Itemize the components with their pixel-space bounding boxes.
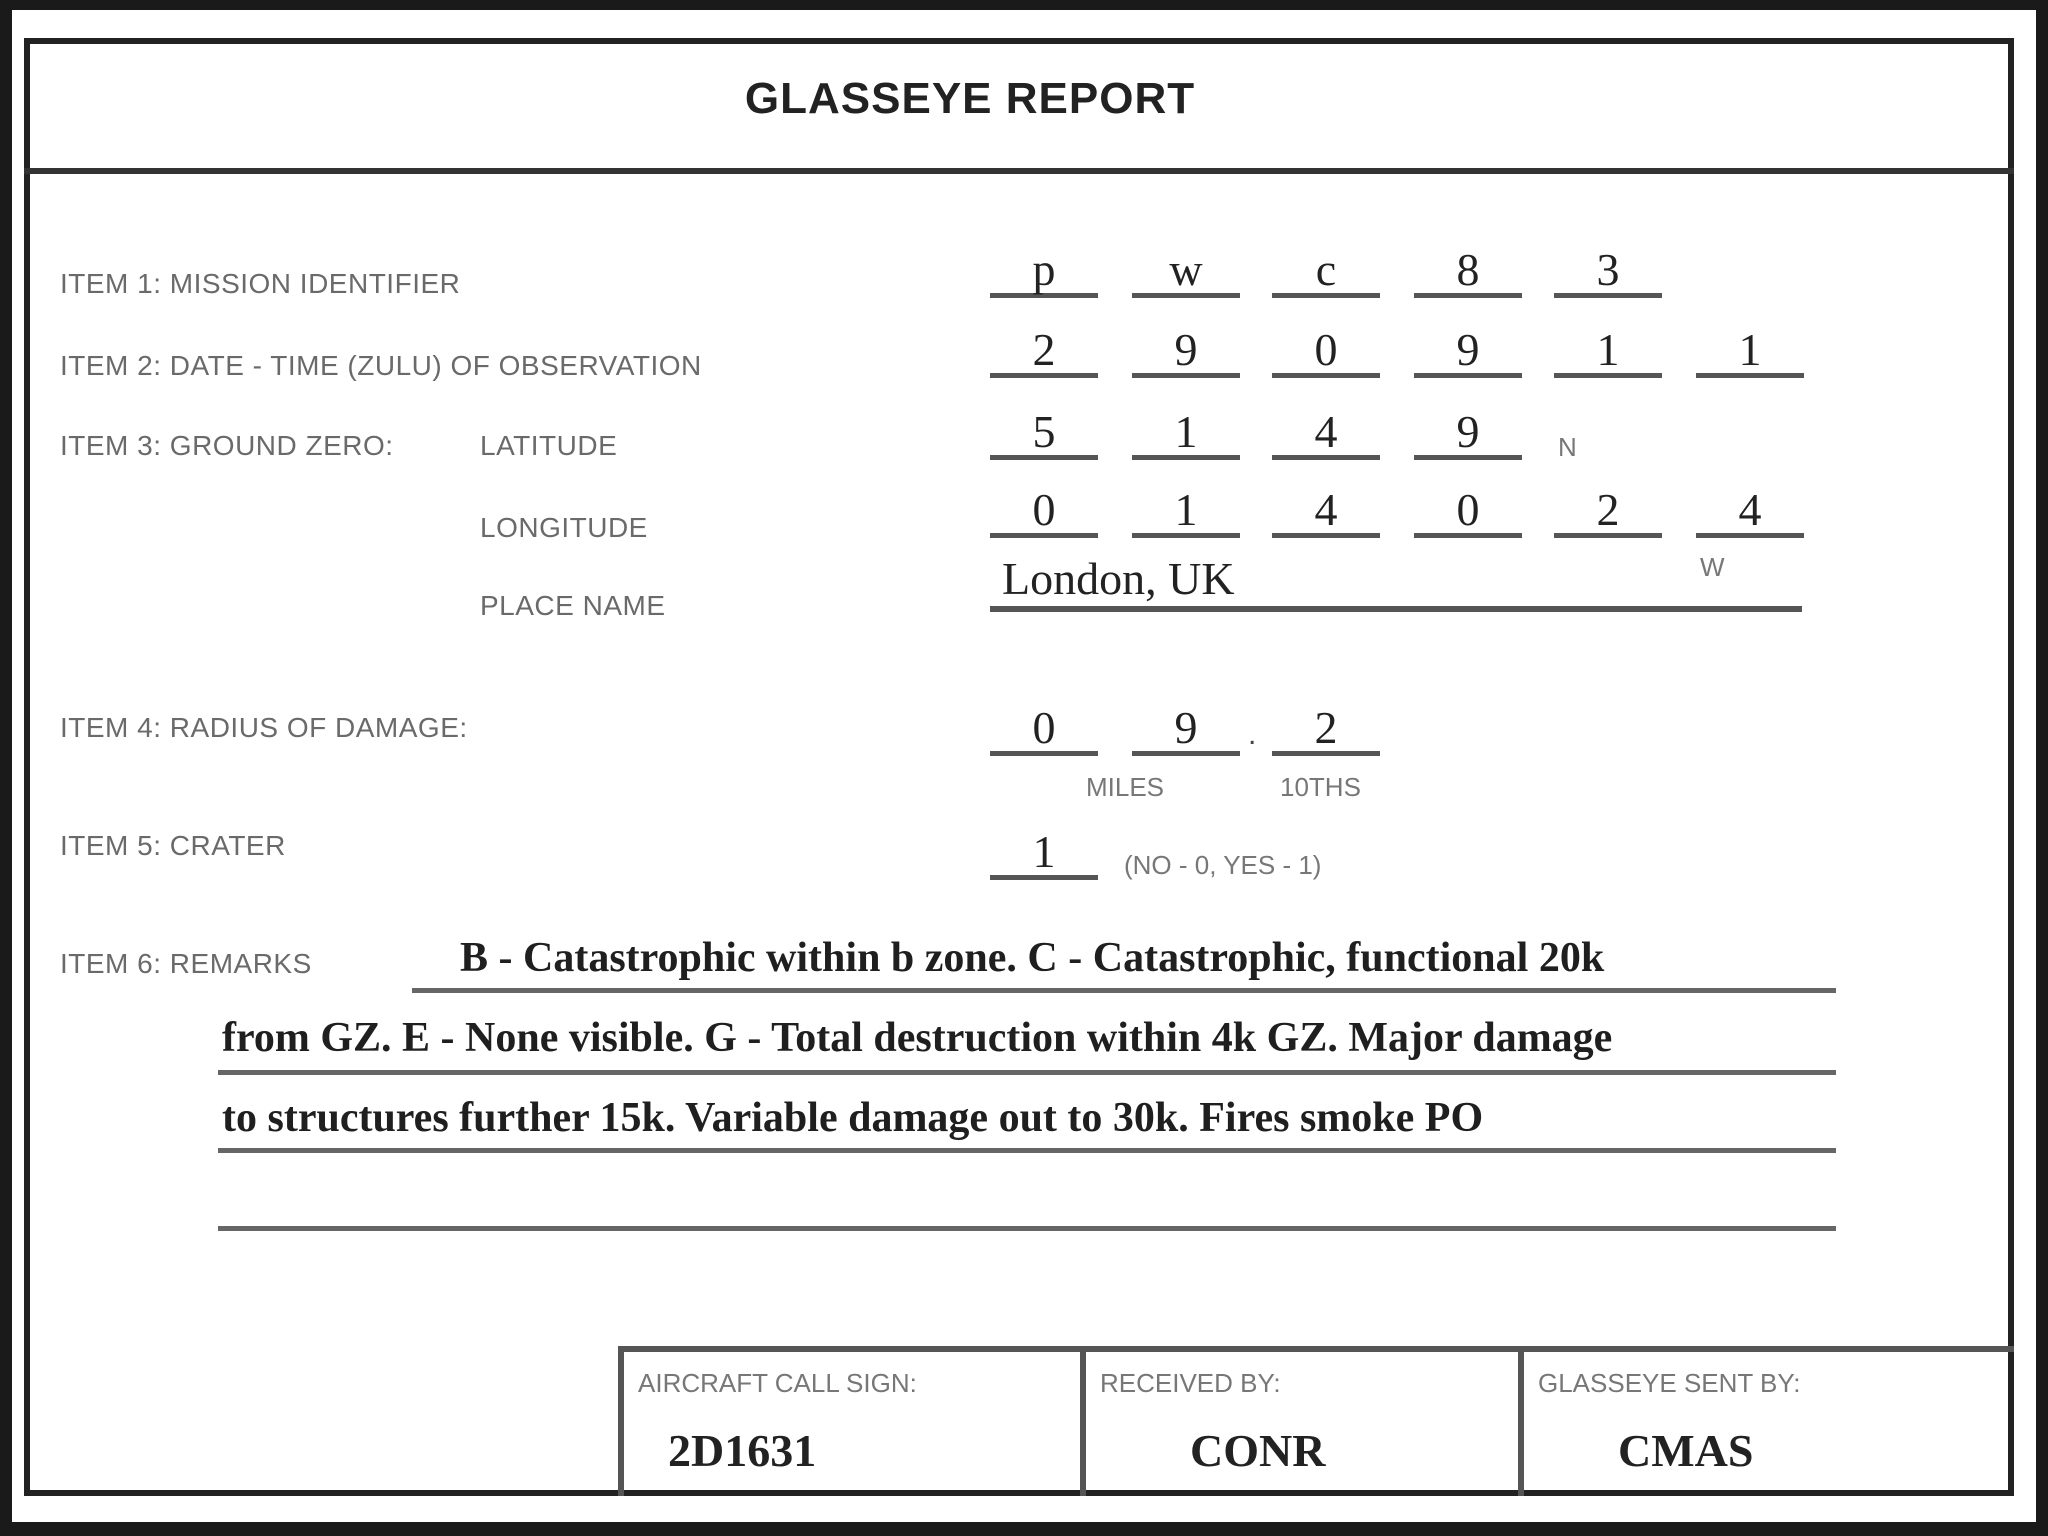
mission-id-char-3: c [1272,242,1380,298]
item2-label: ITEM 2: DATE - TIME (ZULU) OF OBSERVATION [60,350,702,381]
datetime-char-6: 1 [1696,322,1804,378]
place-name-underline [990,606,1802,612]
radius-tenths-char: 2 [1272,700,1380,756]
place-name-label: PLACE NAME [480,590,666,621]
glasseye-sent-by-value: CMAS [1618,1425,1754,1476]
latitude-char-3: 4 [1272,404,1380,460]
item4-label: ITEM 4: RADIUS OF DAMAGE: [60,712,468,743]
latitude-char-4: 9 [1414,404,1522,460]
received-by-box [1080,1346,1518,1496]
title-divider [24,168,2014,174]
aircraft-call-sign-value: 2D1631 [668,1425,817,1476]
latitude-label: LATITUDE [480,430,618,461]
radius-decimal-point: . [1248,718,1257,751]
tenths-label: 10THS [1280,772,1361,802]
latitude-char-2: 1 [1132,404,1240,460]
glasseye-sent-by-box [1518,1346,2014,1496]
longitude-char-3: 4 [1272,482,1380,538]
latitude-char-1: 5 [990,404,1098,460]
latitude-hemisphere: N [1558,432,1577,462]
crater-hint: (NO - 0, YES - 1) [1124,850,1322,880]
longitude-char-5: 2 [1554,482,1662,538]
remarks-underline-4 [218,1226,1836,1231]
radius-miles-char-1: 0 [990,700,1098,756]
item5-label: ITEM 5: CRATER [60,830,286,861]
datetime-char-1: 2 [990,322,1098,378]
mission-id-char-4: 8 [1414,242,1522,298]
item1-label: ITEM 1: MISSION IDENTIFIER [60,268,461,299]
received-by-value: CONR [1190,1425,1326,1476]
longitude-char-6: 4 [1696,482,1804,538]
received-by-label: RECEIVED BY: [1100,1368,1281,1398]
remarks-line-3: to structures further 15k. Variable damage out to 30k. Fires smoke PO [222,1095,1484,1141]
remarks-underline-2 [218,1070,1836,1075]
item3-label: ITEM 3: GROUND ZERO: [60,430,394,461]
datetime-char-4: 9 [1414,322,1522,378]
longitude-label: LONGITUDE [480,512,648,543]
glasseye-sent-by-label: GLASSEYE SENT BY: [1538,1368,1801,1398]
remarks-underline-1 [412,988,1836,993]
aircraft-call-sign-label: AIRCRAFT CALL SIGN: [638,1368,917,1398]
remarks-line-1: B - Catastrophic within b zone. C - Catastrophic, functional 20k [460,935,1605,981]
mission-id-char-1: p [990,242,1098,298]
radius-miles-char-2: 9 [1132,700,1240,756]
place-name-value: London, UK [1002,553,1235,604]
mission-id-char-2: w [1132,242,1240,298]
item6-label: ITEM 6: REMARKS [60,948,312,979]
longitude-char-2: 1 [1132,482,1240,538]
aircraft-call-sign-box [618,1346,1080,1496]
longitude-hemisphere: W [1700,552,1725,582]
datetime-char-5: 1 [1554,322,1662,378]
mission-id-char-5: 3 [1554,242,1662,298]
longitude-char-4: 0 [1414,482,1522,538]
remarks-underline-3 [218,1148,1836,1153]
form-title: GLASSEYE REPORT [744,74,1196,123]
remarks-line-2: from GZ. E - None visible. G - Total destruction within 4k GZ. Major damage [222,1015,1613,1061]
datetime-char-3: 0 [1272,322,1380,378]
datetime-char-2: 9 [1132,322,1240,378]
longitude-char-1: 0 [990,482,1098,538]
crater-value: 1 [990,824,1098,880]
miles-label: MILES [1086,772,1165,802]
